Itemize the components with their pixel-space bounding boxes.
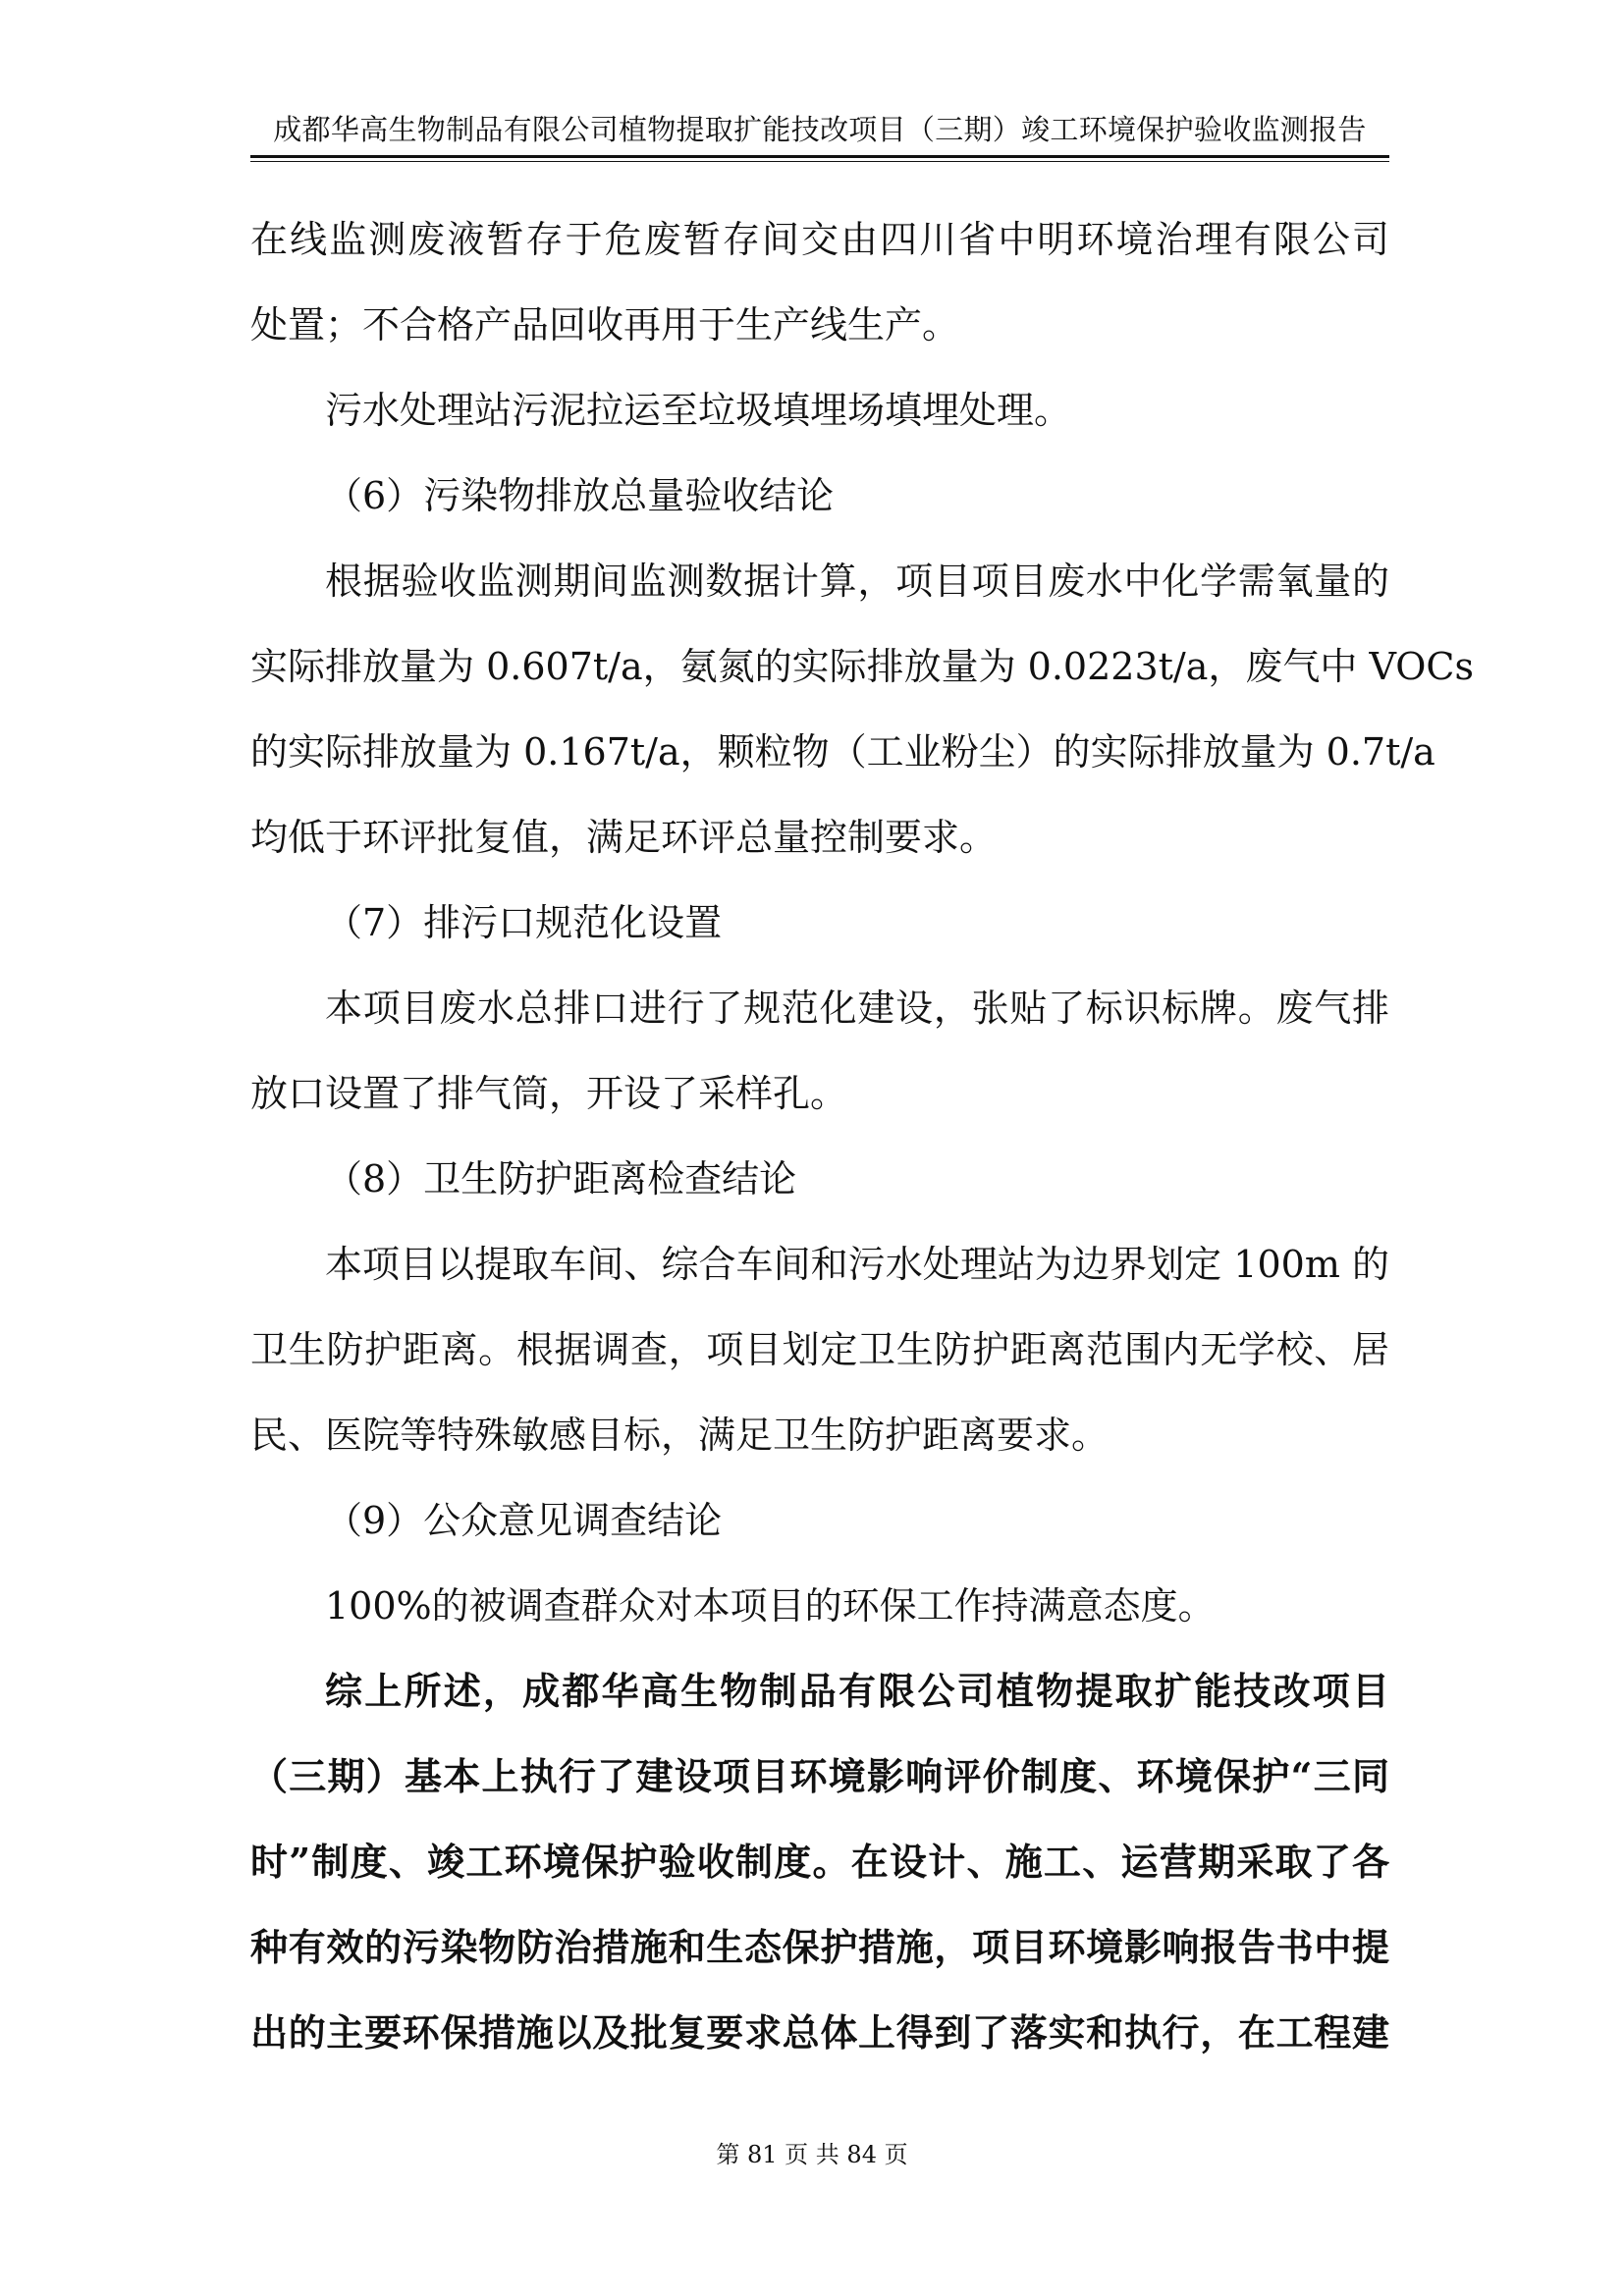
paragraph-line: 本项目以提取车间、综合车间和污水处理站为边界划定 100m 的 <box>325 1243 1389 1286</box>
conclusion-line: 时”制度、竣工环境保护验收制度。在设计、施工、运营期采取了各 <box>250 1840 1389 1884</box>
paragraph-line: 污水处理站污泥拉运至垃圾填埋场填埋处理。 <box>325 389 1072 432</box>
page-number: 第 81 页 共 84 页 <box>716 2141 908 2168</box>
conclusion-line: 种有效的污染物防治措施和生态保护措施，项目环境影响报告书中提 <box>250 1925 1389 1969</box>
body-text <box>250 218 1474 2097</box>
paragraph-line: 的实际排放量为 0.167t/a，颗粒物（工业粉尘）的实际排放量为 0.7t/a <box>250 730 1435 774</box>
paragraph-line: 民、医院等特殊敏感目标，满足卫生防护距离要求。 <box>250 1414 1110 1457</box>
conclusion-line: （三期）基本上执行了建设项目环境影响评价制度、环境保护“三同 <box>250 1754 1389 1798</box>
section-heading-6: （6）污染物排放总量验收结论 <box>325 474 835 517</box>
page-header-title: 成都华高生物制品有限公司植物提取扩能技改项目（三期）竣工环境保护验收监测报告 <box>273 113 1367 146</box>
paragraph-line: 处置；不合格产品回收再用于生产线生产。 <box>250 303 960 347</box>
header-rule-thick <box>250 155 1389 158</box>
paragraph-line: 放口设置了排气筒，开设了采样孔。 <box>250 1072 848 1115</box>
paragraph-line: 在线监测废液暂存于危废暂存间交由四川省中明环境治理有限公司 <box>250 218 1389 261</box>
section-heading-7: （7）排污口规范化设置 <box>325 901 723 944</box>
paragraph-line: 均低于环评批复值，满足环评总量控制要求。 <box>250 816 998 859</box>
section-heading-9: （9）公众意见调查结论 <box>325 1499 723 1542</box>
conclusion-line: 综上所述，成都华高生物制品有限公司植物提取扩能技改项目 <box>325 1669 1389 1713</box>
paragraph-line: 100%的被调查群众对本项目的环保工作持满意态度。 <box>325 1584 1216 1628</box>
paragraph-line: 实际排放量为 0.607t/a，氨氮的实际排放量为 0.0223t/a，废气中 VOCs <box>250 645 1474 688</box>
conclusion-line: 出的主要环保措施以及批复要求总体上得到了落实和执行，在工程建 <box>250 2010 1389 2055</box>
header-rule-thin <box>250 161 1389 162</box>
section-heading-8: （8）卫生防护距离检查结论 <box>325 1157 797 1201</box>
paragraph-line: 根据验收监测期间监测数据计算，项目项目废水中化学需氧量的 <box>325 560 1389 603</box>
paragraph-line: 卫生防护距离。根据调查，项目划定卫生防护距离范围内无学校、居 <box>250 1328 1389 1371</box>
paragraph-line: 本项目废水总排口进行了规范化建设，张贴了标识标牌。废气排 <box>325 987 1389 1030</box>
